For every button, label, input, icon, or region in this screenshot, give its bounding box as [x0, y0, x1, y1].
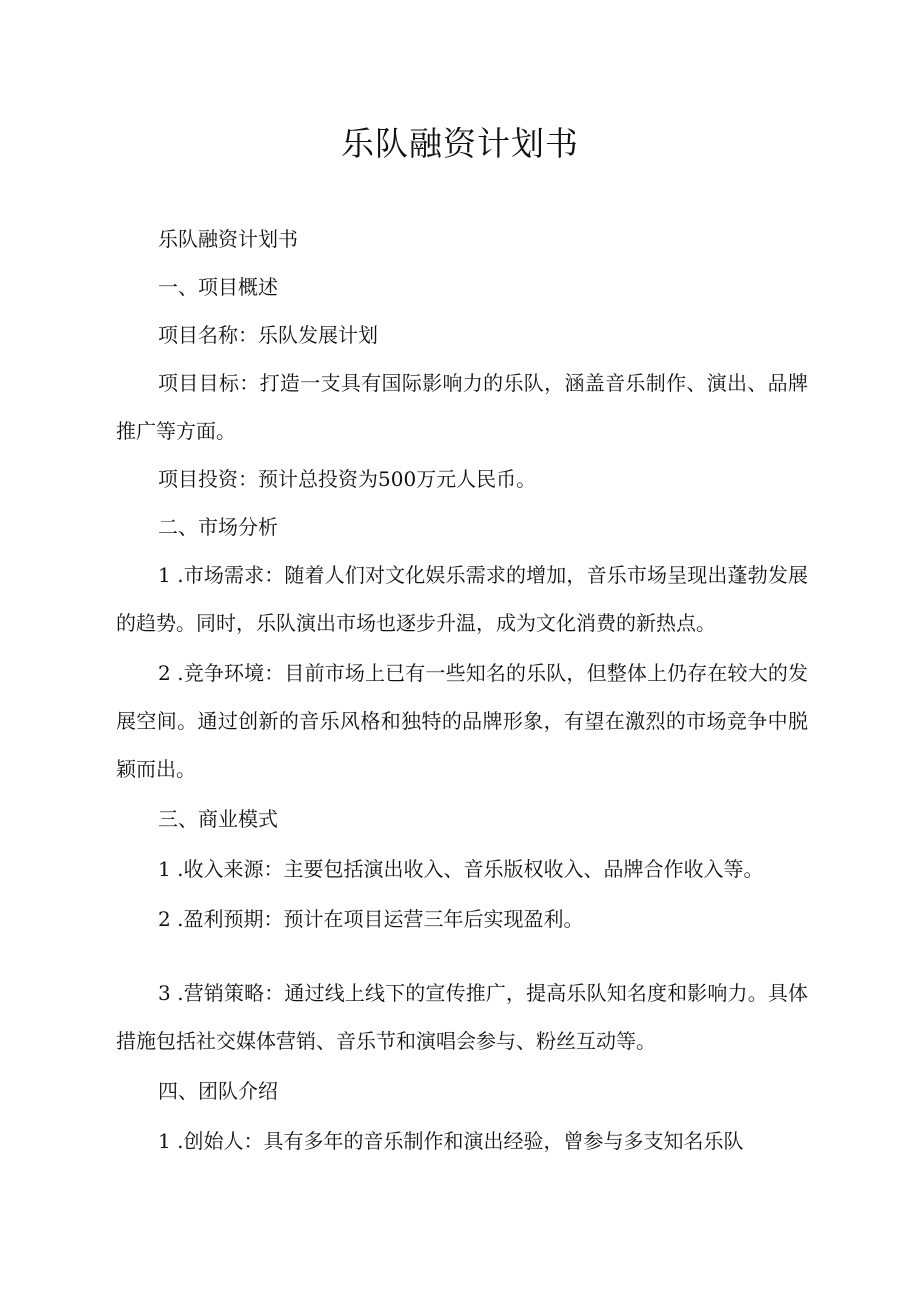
paragraph-marketing: 3 .营销策略：通过线上线下的宣传推广，提高乐队知名度和影响力。具体措施包括社交媒体营销、音乐节和演唱会参与、粉丝互动等。: [116, 981, 808, 1053]
paragraph-competition: 2 .竞争环境：目前市场上已有一些知名的乐队，但整体上仍存在较大的发展空间。通过创新的音乐风格和独特的品牌形象，有望在激烈的市场竞争中脱颖而出。: [116, 661, 808, 781]
paragraph-profit: 2 .盈利预期：预计在项目运营三年后实现盈利。: [158, 907, 584, 931]
paragraph-project-goal: 项目目标：打造一支具有国际影响力的乐队，涵盖音乐制作、演出、品牌推广等方面。: [116, 371, 808, 443]
section-heading-business-model: 三、商业模式: [158, 807, 278, 831]
section-heading-overview: 一、项目概述: [158, 275, 278, 299]
section-heading-team: 四、团队介绍: [158, 1079, 278, 1103]
document-title: 乐队融资计划书: [341, 124, 579, 163]
paragraph-project-investment: 项目投资：预计总投资为500万元人民币。: [158, 467, 537, 491]
paragraph-founder: 1 .创始人：具有多年的音乐制作和演出经验，曾参与多支知名乐队: [158, 1129, 744, 1153]
paragraph-heading: 乐队融资计划书: [158, 227, 298, 251]
section-heading-market: 二、市场分析: [158, 515, 278, 539]
paragraph-market-demand: 1 .市场需求：随着人们对文化娱乐需求的增加，音乐市场呈现出蓬勃发展的趋势。同时，乐队演出市场也逐步升温，成为文化消费的新热点。: [116, 563, 808, 635]
paragraph-project-name: 项目名称：乐队发展计划: [158, 323, 378, 347]
paragraph-revenue: 1 .收入来源：主要包括演出收入、音乐版权收入、品牌合作收入等。: [158, 857, 764, 881]
